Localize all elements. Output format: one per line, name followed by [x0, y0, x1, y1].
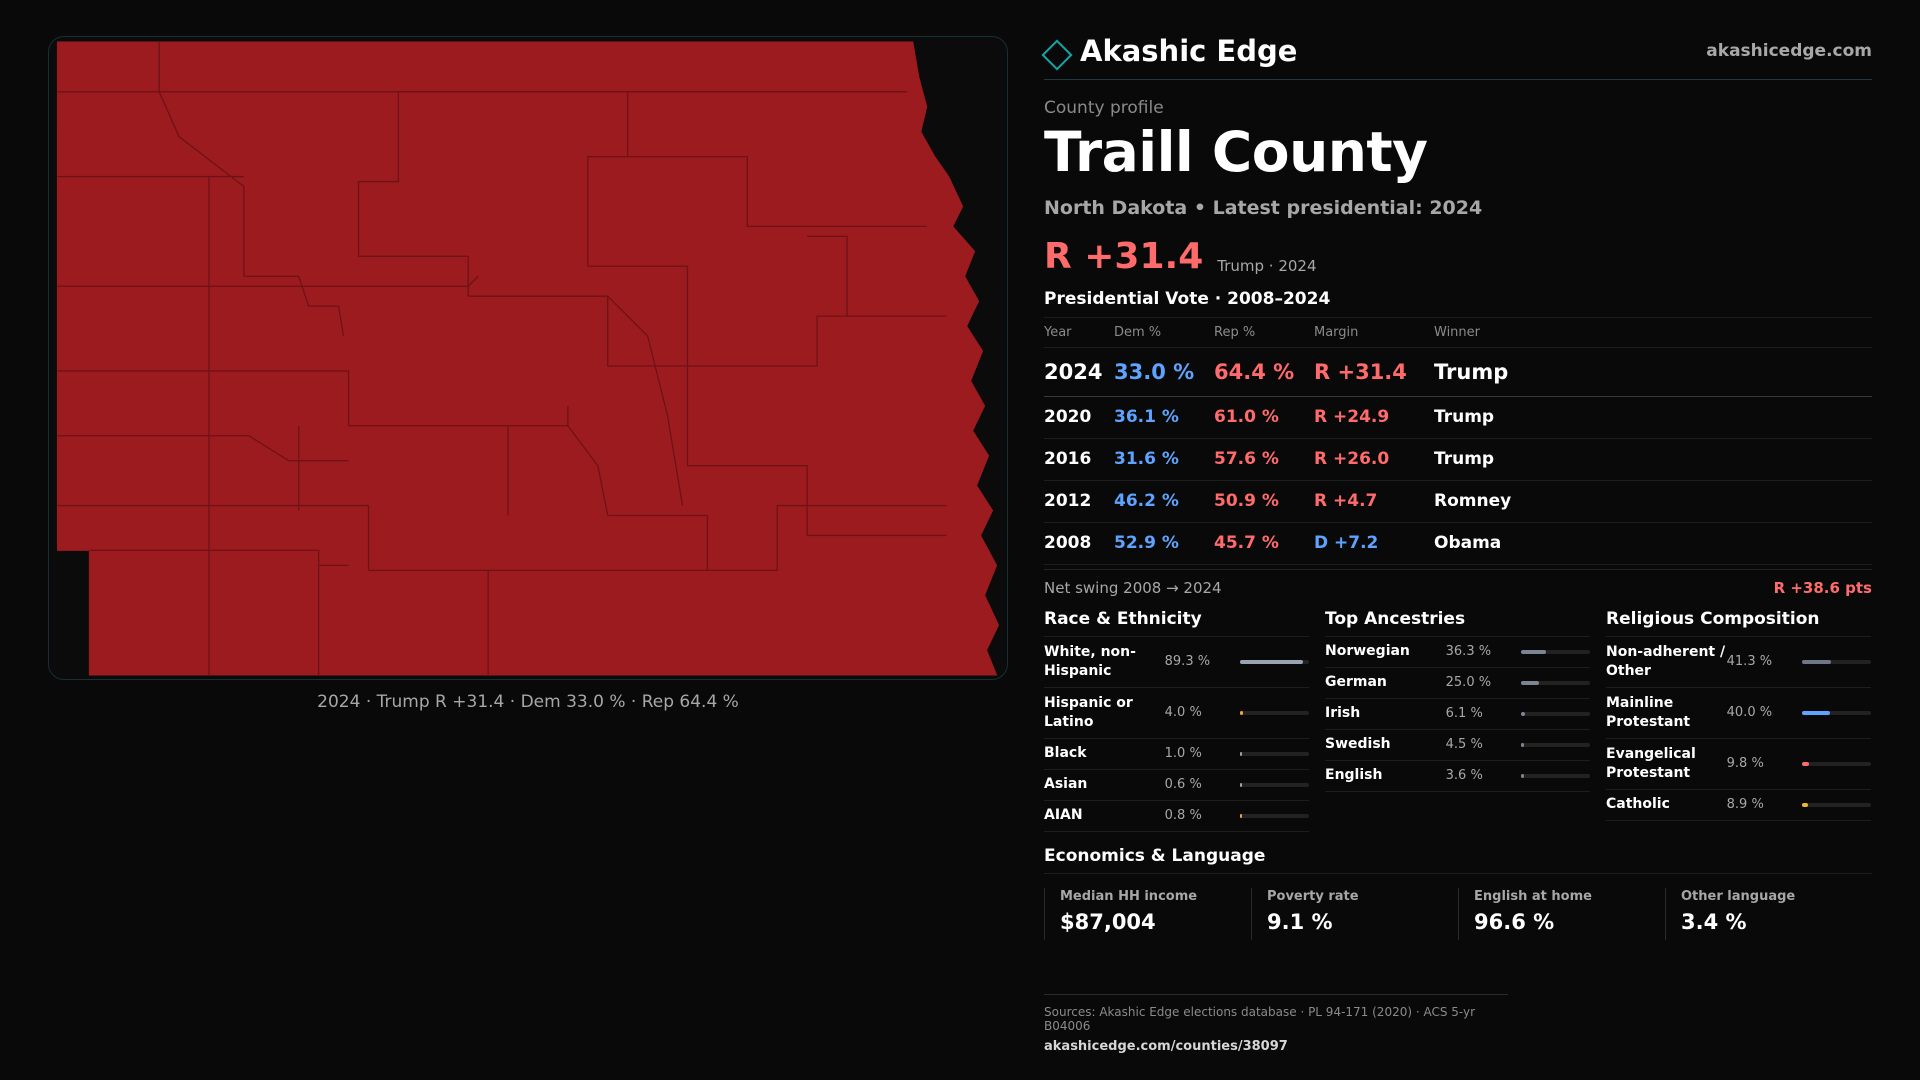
header-rep: Rep %	[1214, 324, 1256, 340]
list-item	[1325, 730, 1590, 761]
ancestry-title: Top Ancestries	[1325, 603, 1590, 637]
county-profile-panel	[1044, 30, 1872, 940]
stat-bar-fill	[1240, 783, 1242, 787]
stat-bar-fill	[1802, 762, 1809, 766]
list-item	[1606, 688, 1871, 739]
rep-cell: 45.7 %	[1214, 533, 1279, 553]
stat-bar-track	[1240, 711, 1309, 715]
stat-label: German	[1325, 674, 1387, 691]
county-shape[interactable]	[57, 42, 998, 675]
table-row	[1044, 481, 1872, 523]
stat-bar-fill	[1240, 660, 1303, 664]
winner-cell: Trump	[1434, 359, 1509, 384]
header-dem: Dem %	[1114, 324, 1162, 340]
econ-label: Poverty rate	[1267, 888, 1359, 904]
econ-title: Economics & Language	[1044, 840, 1872, 874]
religion-section	[1606, 603, 1871, 832]
stat-bar-fill	[1240, 814, 1242, 818]
stat-bar-fill	[1240, 711, 1243, 715]
state-line: North Dakota • Latest presidential: 2024	[1044, 196, 1483, 219]
diamond-logo-icon	[1041, 39, 1072, 70]
ancestry-section	[1325, 603, 1590, 832]
stat-label: Evangelical Protestant	[1606, 746, 1696, 781]
year-cell: 2016	[1044, 449, 1092, 469]
race-ethnicity-section	[1044, 603, 1309, 832]
county-map[interactable]	[49, 37, 1007, 679]
list-item	[1606, 739, 1871, 790]
map-caption: 2024 · Trump R +31.4 · Dem 33.0 % · Rep 64.4 %	[317, 692, 739, 712]
stat-label: Norwegian	[1325, 643, 1410, 660]
stat-bar-track	[1240, 814, 1309, 818]
margin-cell: R +24.9	[1314, 407, 1390, 427]
stat-value: 41.3 %	[1726, 654, 1773, 669]
econ-cards	[1044, 888, 1872, 940]
brand-header	[1044, 30, 1872, 80]
net-swing-row	[1044, 569, 1872, 603]
margin-cell: R +26.0	[1314, 449, 1390, 469]
econ-label: Median HH income	[1060, 888, 1198, 904]
header-year: Year	[1044, 324, 1072, 340]
headline-margin: R +31.4	[1044, 235, 1204, 277]
winner-cell: Trump	[1434, 449, 1495, 469]
list-item	[1325, 668, 1590, 699]
brand-url-link[interactable]: akashicedge.com	[1706, 41, 1872, 61]
econ-value: 3.4 %	[1681, 909, 1747, 934]
stat-label: Hispanic or Latino	[1044, 695, 1133, 730]
list-item	[1044, 770, 1309, 801]
stat-bar-fill	[1521, 774, 1524, 778]
stat-bar-track	[1521, 743, 1590, 747]
list-item	[1044, 801, 1309, 832]
stat-value: 1.0 %	[1164, 746, 1202, 761]
table-row	[1044, 397, 1872, 439]
winner-cell: Trump	[1434, 407, 1495, 427]
stat-value: 25.0 %	[1445, 675, 1492, 690]
dem-cell: 33.0 %	[1114, 359, 1195, 384]
stat-label: English	[1325, 767, 1383, 784]
year-cell: 2008	[1044, 533, 1092, 553]
stat-bar-track	[1521, 681, 1590, 685]
table-row	[1044, 348, 1872, 397]
stat-bar-fill	[1802, 711, 1830, 715]
econ-label: Other language	[1681, 888, 1796, 904]
stat-label: Irish	[1325, 705, 1361, 722]
list-item	[1606, 637, 1871, 688]
rep-cell: 61.0 %	[1214, 407, 1279, 427]
stat-bar-track	[1240, 752, 1309, 756]
profile-label: County profile	[1044, 98, 1164, 118]
vote-table-title: Presidential Vote · 2008–2024	[1044, 288, 1331, 309]
list-item	[1044, 637, 1309, 688]
brand-name: Akashic Edge	[1080, 34, 1298, 68]
winner-cell: Obama	[1434, 533, 1502, 553]
econ-value: 9.1 %	[1267, 909, 1333, 934]
list-item	[1044, 739, 1309, 770]
dem-cell: 52.9 %	[1114, 533, 1179, 553]
stat-bar-fill	[1521, 681, 1539, 685]
footer-url-link[interactable]: akashicedge.com/counties/38097	[1044, 1039, 1288, 1054]
stat-value: 4.0 %	[1164, 705, 1202, 720]
dem-cell: 46.2 %	[1114, 491, 1179, 511]
religion-title: Religious Composition	[1606, 603, 1871, 637]
vote-table-header	[1044, 318, 1872, 348]
stat-bar-fill	[1802, 803, 1808, 807]
margin-cell: R +31.4	[1314, 359, 1407, 384]
county-map-panel[interactable]	[48, 36, 1008, 680]
econ-card	[1665, 888, 1872, 940]
footer-sources: Sources: Akashic Edge elections database · PL 94-171 (2020) · ACS 5-yr B04006	[1044, 1005, 1476, 1033]
margin-cell: R +4.7	[1314, 491, 1378, 511]
headline-margin-row	[1044, 231, 1872, 275]
stat-label: Mainline Protestant	[1606, 695, 1691, 730]
stat-bar-fill	[1521, 743, 1524, 747]
table-row	[1044, 523, 1872, 565]
page-title: Traill County	[1044, 120, 1428, 184]
stat-value: 40.0 %	[1726, 705, 1773, 720]
stat-value: 4.5 %	[1445, 737, 1483, 752]
stat-label: Asian	[1044, 776, 1088, 793]
rep-cell: 50.9 %	[1214, 491, 1279, 511]
stat-bar-track	[1802, 711, 1871, 715]
stat-value: 3.6 %	[1445, 768, 1483, 783]
stat-value: 0.6 %	[1164, 777, 1202, 792]
stat-value: 0.8 %	[1164, 808, 1202, 823]
stat-label: AIAN	[1044, 807, 1083, 824]
stat-label: Non-adherent / Other	[1606, 644, 1726, 679]
stat-bar-track	[1240, 783, 1309, 787]
stat-bar-track	[1521, 774, 1590, 778]
econ-card	[1251, 888, 1458, 940]
stat-value: 36.3 %	[1445, 644, 1492, 659]
dem-cell: 31.6 %	[1114, 449, 1179, 469]
winner-cell: Romney	[1434, 491, 1512, 511]
stat-label: White, non-Hispanic	[1044, 644, 1136, 679]
list-item	[1044, 688, 1309, 739]
swing-label: Net swing 2008 → 2024	[1044, 578, 1222, 597]
stat-bar-track	[1521, 712, 1590, 716]
headline-sub: Trump · 2024	[1217, 256, 1317, 275]
stat-bar-track	[1802, 762, 1871, 766]
stat-value: 89.3 %	[1164, 654, 1211, 669]
econ-label: English at home	[1474, 888, 1592, 904]
margin-cell: D +7.2	[1314, 533, 1379, 553]
econ-card	[1044, 888, 1251, 940]
stat-bar-fill	[1802, 660, 1831, 664]
stat-bar-fill	[1521, 650, 1546, 654]
year-cell: 2012	[1044, 491, 1092, 511]
table-row	[1044, 439, 1872, 481]
year-cell: 2020	[1044, 407, 1092, 427]
dem-cell: 36.1 %	[1114, 407, 1179, 427]
vote-table	[1044, 317, 1872, 565]
econ-value: $87,004	[1060, 909, 1156, 934]
footer	[1044, 994, 1508, 1054]
header-winner: Winner	[1434, 324, 1481, 340]
stat-label: Black	[1044, 745, 1087, 762]
stat-value: 8.9 %	[1726, 797, 1764, 812]
stat-label: Swedish	[1325, 736, 1391, 753]
header-margin: Margin	[1314, 324, 1359, 340]
econ-card	[1458, 888, 1665, 940]
stat-bar-track	[1240, 660, 1309, 664]
stat-bar-track	[1802, 660, 1871, 664]
rep-cell: 64.4 %	[1214, 359, 1295, 384]
list-item	[1325, 699, 1590, 730]
stat-label: Catholic	[1606, 796, 1670, 813]
demographics-columns	[1044, 603, 1872, 832]
list-item	[1325, 761, 1590, 792]
list-item	[1606, 790, 1871, 821]
race-title: Race & Ethnicity	[1044, 603, 1309, 637]
stat-bar-fill	[1521, 712, 1525, 716]
list-item	[1325, 637, 1590, 668]
rep-cell: 57.6 %	[1214, 449, 1279, 469]
year-cell: 2024	[1044, 359, 1103, 384]
stat-bar-track	[1521, 650, 1590, 654]
stat-bar-fill	[1240, 752, 1242, 756]
stat-bar-track	[1802, 803, 1871, 807]
econ-value: 96.6 %	[1474, 909, 1555, 934]
stat-value: 9.8 %	[1726, 756, 1764, 771]
swing-value: R +38.6 pts	[1773, 578, 1872, 597]
stat-value: 6.1 %	[1445, 706, 1483, 721]
